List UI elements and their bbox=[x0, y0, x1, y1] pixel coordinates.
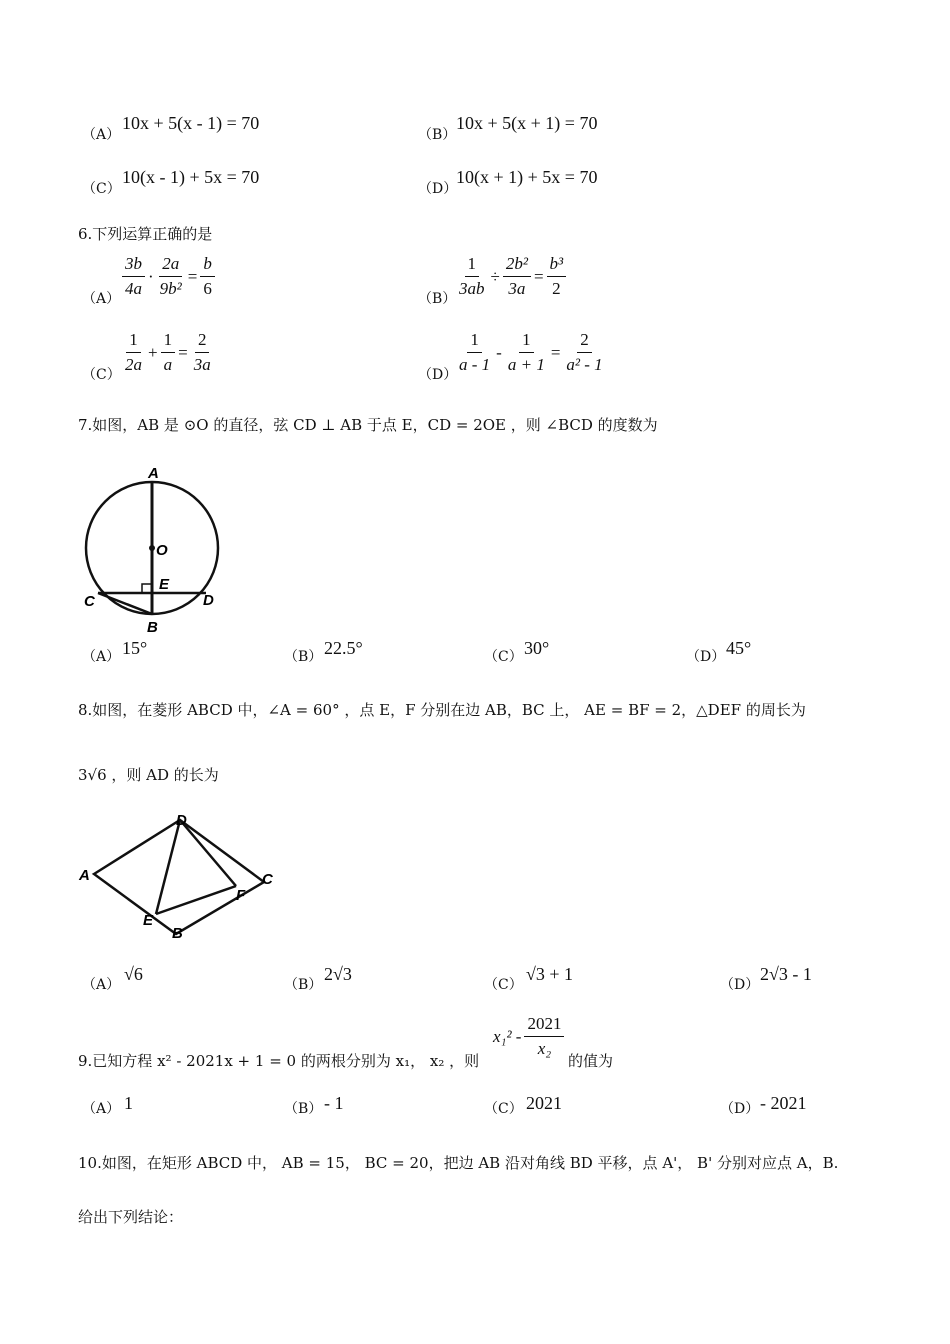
point-a-label: A bbox=[148, 465, 159, 482]
center-point bbox=[149, 545, 155, 551]
q6-option-b-label: （B） bbox=[418, 291, 457, 307]
point-f-label: F bbox=[236, 887, 246, 904]
q9-option-a-value: 1 bbox=[124, 1093, 133, 1113]
q8-option-d-label: （D） bbox=[720, 977, 760, 993]
q9-option-c-value: 2021 bbox=[526, 1093, 562, 1113]
q6-option-a-label: （A） bbox=[82, 291, 121, 307]
q9-option-a-label: （A） bbox=[82, 1101, 121, 1117]
q5-option-b-expr: 10x + 5(x + 1) = 70 bbox=[456, 113, 598, 133]
point-d-label: D bbox=[176, 812, 187, 829]
q8-rhombus-figure bbox=[76, 808, 286, 944]
q8-option-c-label: （C） bbox=[484, 977, 523, 993]
q8-option-a-label: （A） bbox=[82, 977, 121, 993]
point-c-label: C bbox=[262, 871, 273, 888]
q6-option-d-expr: $\frac{1}{a - 1}$ - $\frac{1}{a + 1}$ = $\frac{2}{\text{a² - 1}}$ bbox=[459, 330, 603, 374]
q9-option-d-label: （D） bbox=[720, 1101, 760, 1117]
q5-option-a-expr: 10x + 5(x - 1) = 70 bbox=[122, 113, 260, 133]
q7-option-a-label: （A） bbox=[82, 649, 121, 665]
segment-cb bbox=[98, 593, 152, 614]
q10-stem-line2: 给出下列结论： bbox=[78, 1208, 184, 1226]
point-e-label: E bbox=[143, 912, 154, 929]
point-e-label: E bbox=[159, 576, 170, 593]
q8-option-d-value: 2√3 - 1 bbox=[760, 964, 812, 984]
q5-option-c-expr: 10(x - 1) + 5x = 70 bbox=[122, 167, 260, 187]
q5-option-b-label: （B） bbox=[418, 127, 457, 143]
point-d-label: D bbox=[203, 592, 214, 609]
q5-option-d-label: （D） bbox=[418, 181, 458, 197]
q10-stem-line1: 10.如图，在矩形 ABCD 中， AB = 15， BC = 20，把边 AB 沿对角线 BD 平移，点 A'， B' 分别对应点 A，B. bbox=[78, 1154, 839, 1172]
q7-option-c-value: 30° bbox=[524, 638, 550, 658]
q9-expression bbox=[490, 1014, 564, 1059]
q5-option-c-label: （C） bbox=[82, 181, 121, 197]
q7-option-d-label: （D） bbox=[686, 649, 726, 665]
q7-option-b-value: 22.5° bbox=[324, 638, 363, 658]
point-c-label: C bbox=[84, 593, 95, 610]
q6-option-a-expr: $\frac{3b}{4a}$ · $\frac{2a}{\text{9b²}}$ = $\frac{b}{6}$ bbox=[122, 254, 215, 299]
q7-circle-figure bbox=[78, 460, 238, 640]
q5-option-d-expr: 10(x + 1) + 5x = 70 bbox=[456, 167, 598, 187]
point-b-label: B bbox=[147, 619, 158, 636]
segment-ef bbox=[156, 886, 236, 914]
q9-stem-post: 的值为 bbox=[568, 1052, 614, 1070]
q6-option-d-label: （D） bbox=[418, 367, 458, 383]
q6-option-b-expr: $\frac{1}{3ab}$ ÷ $\frac{\text{2b²}}{3a}$ = $\frac{\text{b³}}{2}$ bbox=[456, 254, 566, 299]
q7-option-d-value: 45° bbox=[726, 638, 752, 658]
q7-option-a-value: 15° bbox=[122, 638, 148, 658]
q9-option-d-value: - 2021 bbox=[760, 1093, 807, 1113]
q5-option-a-label: （A） bbox=[82, 127, 121, 143]
q8-option-c-value: √3 + 1 bbox=[526, 964, 574, 984]
q8-stem-line2: 3√6 ，则 AD 的长为 bbox=[78, 766, 219, 784]
q8-option-b-value: 2√3 bbox=[324, 964, 352, 984]
q6-option-c-expr: $\frac{1}{2a}$ + $\frac{1}{a}$ = $\frac{2}{3a}$ bbox=[125, 330, 211, 374]
q7-option-b-label: （B） bbox=[284, 649, 323, 665]
q6-option-c-label: （C） bbox=[82, 367, 121, 383]
q9-frac-num: 2021 bbox=[524, 1014, 564, 1037]
q9-stem-pre: 9.已知方程 x² - 2021x + 1 = 0 的两根分别为 x₁， x₂ ，则 bbox=[78, 1052, 480, 1070]
q9-option-b-value: - 1 bbox=[324, 1093, 344, 1113]
point-b-label: B bbox=[172, 925, 183, 942]
segment-df bbox=[180, 820, 236, 886]
point-a-label: A bbox=[79, 867, 90, 884]
q9-expr-lead: x₁² - bbox=[493, 1026, 522, 1046]
q6-stem: 6.下列运算正确的是 bbox=[78, 225, 213, 243]
q7-option-c-label: （C） bbox=[484, 649, 523, 665]
q9-option-c-label: （C） bbox=[484, 1101, 523, 1117]
q8-option-a-value: √6 bbox=[124, 964, 143, 984]
rhombus-abcd bbox=[94, 820, 264, 934]
q8-stem-line1: 8.如图，在菱形 ABCD 中，∠A = 60° ，点 E，F 分别在边 AB，BC 上， AE = BF = 2，△DEF 的周长为 bbox=[78, 701, 806, 719]
q9-option-b-label: （B） bbox=[284, 1101, 323, 1117]
q8-option-b-label: （B） bbox=[284, 977, 323, 993]
q9-frac-den: x₂ bbox=[537, 1039, 552, 1058]
point-o-label: O bbox=[156, 542, 168, 559]
q7-stem: 7.如图，AB 是 ⊙O 的直径，弦 CD ⊥ AB 于点 E，CD = 2OE ，则 ∠BCD 的度数为 bbox=[78, 416, 658, 434]
